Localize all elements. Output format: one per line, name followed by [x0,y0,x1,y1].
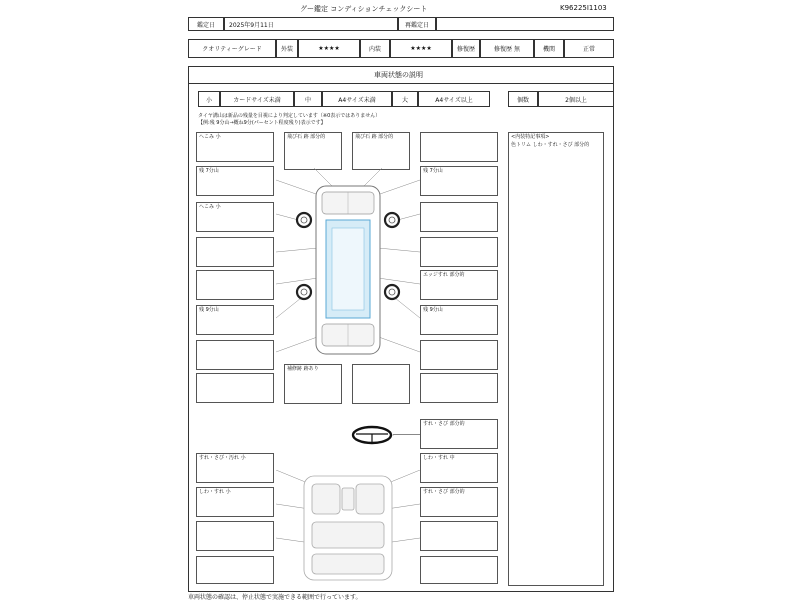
label-box-left-7 [196,340,274,370]
label-tire-7: 残 7分山 [199,168,219,174]
label-box-right-11 [420,487,498,517]
engine-label: 機関 [534,39,564,58]
size-large-desc: A4サイズ以上 [418,91,490,107]
label-box-right-3 [420,202,498,232]
label-tire-9-right: 残 9分山 [423,307,443,313]
label-chip-1: 飛び石 跡 部分的 [287,134,326,140]
car-body [316,186,380,354]
label-box-left-11 [196,521,274,551]
vehicle-top-view-diagram [276,168,420,364]
size-small-label: 小 [198,91,220,107]
quality-grade-label: クオリティーグレード [188,39,276,58]
label-int-left-1: すれ・さび・汚れ 小 [199,455,246,461]
label-dent-small-1: へこみ 小 [199,134,221,140]
section-divider [188,83,614,84]
label-repair-trace: 補修跡 跡あり [287,366,319,372]
exterior-label: 外装 [276,39,298,58]
interior-grade: ★★★★ [390,39,452,58]
size-large-label: 大 [392,91,418,107]
label-box-right-4 [420,237,498,267]
label-int-right-2: すれ・さび 部分的 [423,489,465,495]
label-steering: すれ・さび 部分的 [423,421,465,427]
label-box-right-10 [420,453,498,483]
label-box-left-9 [196,453,274,483]
appraisal-date-label: 鑑定日 [188,17,224,31]
label-box-left-12 [196,556,274,584]
label-box-left-1 [196,132,274,162]
section-title: 車両状態の説明 [374,71,423,79]
seats [304,476,392,580]
interior-notes-body: 色トリム しわ・すれ・さび 部分的 [511,142,590,148]
label-box-right-13 [420,556,498,584]
size-medium-label: 中 [294,91,322,107]
label-chip-2: 飛び石 跡 部分的 [355,134,394,140]
document-id: K96225I1103 [560,4,607,12]
label-box-left-6 [196,305,274,335]
appraisal-date-value: 2025年9月11日 [224,17,398,31]
vehicle-interior-diagram [276,470,420,586]
label-box-left-2 [196,166,274,196]
label-box-left-4 [196,237,274,267]
exterior-grade: ★★★★ [298,39,360,58]
label-box-top-2 [352,132,410,170]
label-box-right-5 [420,270,498,300]
label-tire-9-left: 残 9分山 [199,307,219,313]
label-box-bottom-1 [284,364,342,404]
label-box-right-6 [420,305,498,335]
label-box-right-7 [420,340,498,370]
interior-label: 内装 [360,39,390,58]
size-medium-desc: A4サイズ未満 [322,91,392,107]
size-small-desc: カードサイズ未満 [220,91,294,107]
footer-note: 車両状態の確認は、停止状態で実施できる範囲で行っています。 [188,594,362,601]
label-box-bottom-2 [352,364,410,404]
sheet-title: グー鑑定 コンディションチェックシート [300,5,428,13]
reappraisal-date-label: 再鑑定日 [398,17,436,31]
reappraisal-date-value [436,17,614,31]
count-label: 個数 [508,91,538,107]
label-box-right-9 [420,419,498,449]
tire-note-1: タイヤ溝山は新品の残量を目視により判定しています（※0表示ではありません） [198,113,381,119]
repair-history-value: 修復歴 無 [480,39,534,58]
tire-note-2: 【例:残 9分山→概ね9分(パーセント程度残り)表示です】 [198,120,326,126]
steering-leader-line [393,434,420,435]
label-box-right-2 [420,166,498,196]
label-box-right-8 [420,373,498,403]
label-int-left-2: しわ・すれ 小 [199,489,231,495]
label-box-left-10 [196,487,274,517]
interior-notes-title: <内装特記事項> [511,134,550,140]
steering-wheel-icon [350,424,394,446]
label-int-right-1: しわ・すれ 中 [423,455,455,461]
label-box-top-1 [284,132,342,170]
label-tire-7-right: 残 7分山 [423,168,443,174]
repair-history-label: 修復歴 [452,39,480,58]
count-value: 2個以上 [538,91,614,107]
label-box-right-12 [420,521,498,551]
label-box-right-1 [420,132,498,162]
label-dent-small-2: へこみ 小 [199,204,221,210]
interior-notes-panel [508,132,604,586]
label-edge-scratch: エッジすれ 部分的 [423,272,465,278]
engine-value: 正常 [564,39,614,58]
label-box-left-3 [196,202,274,232]
label-box-left-5 [196,270,274,300]
label-box-left-8 [196,373,274,403]
